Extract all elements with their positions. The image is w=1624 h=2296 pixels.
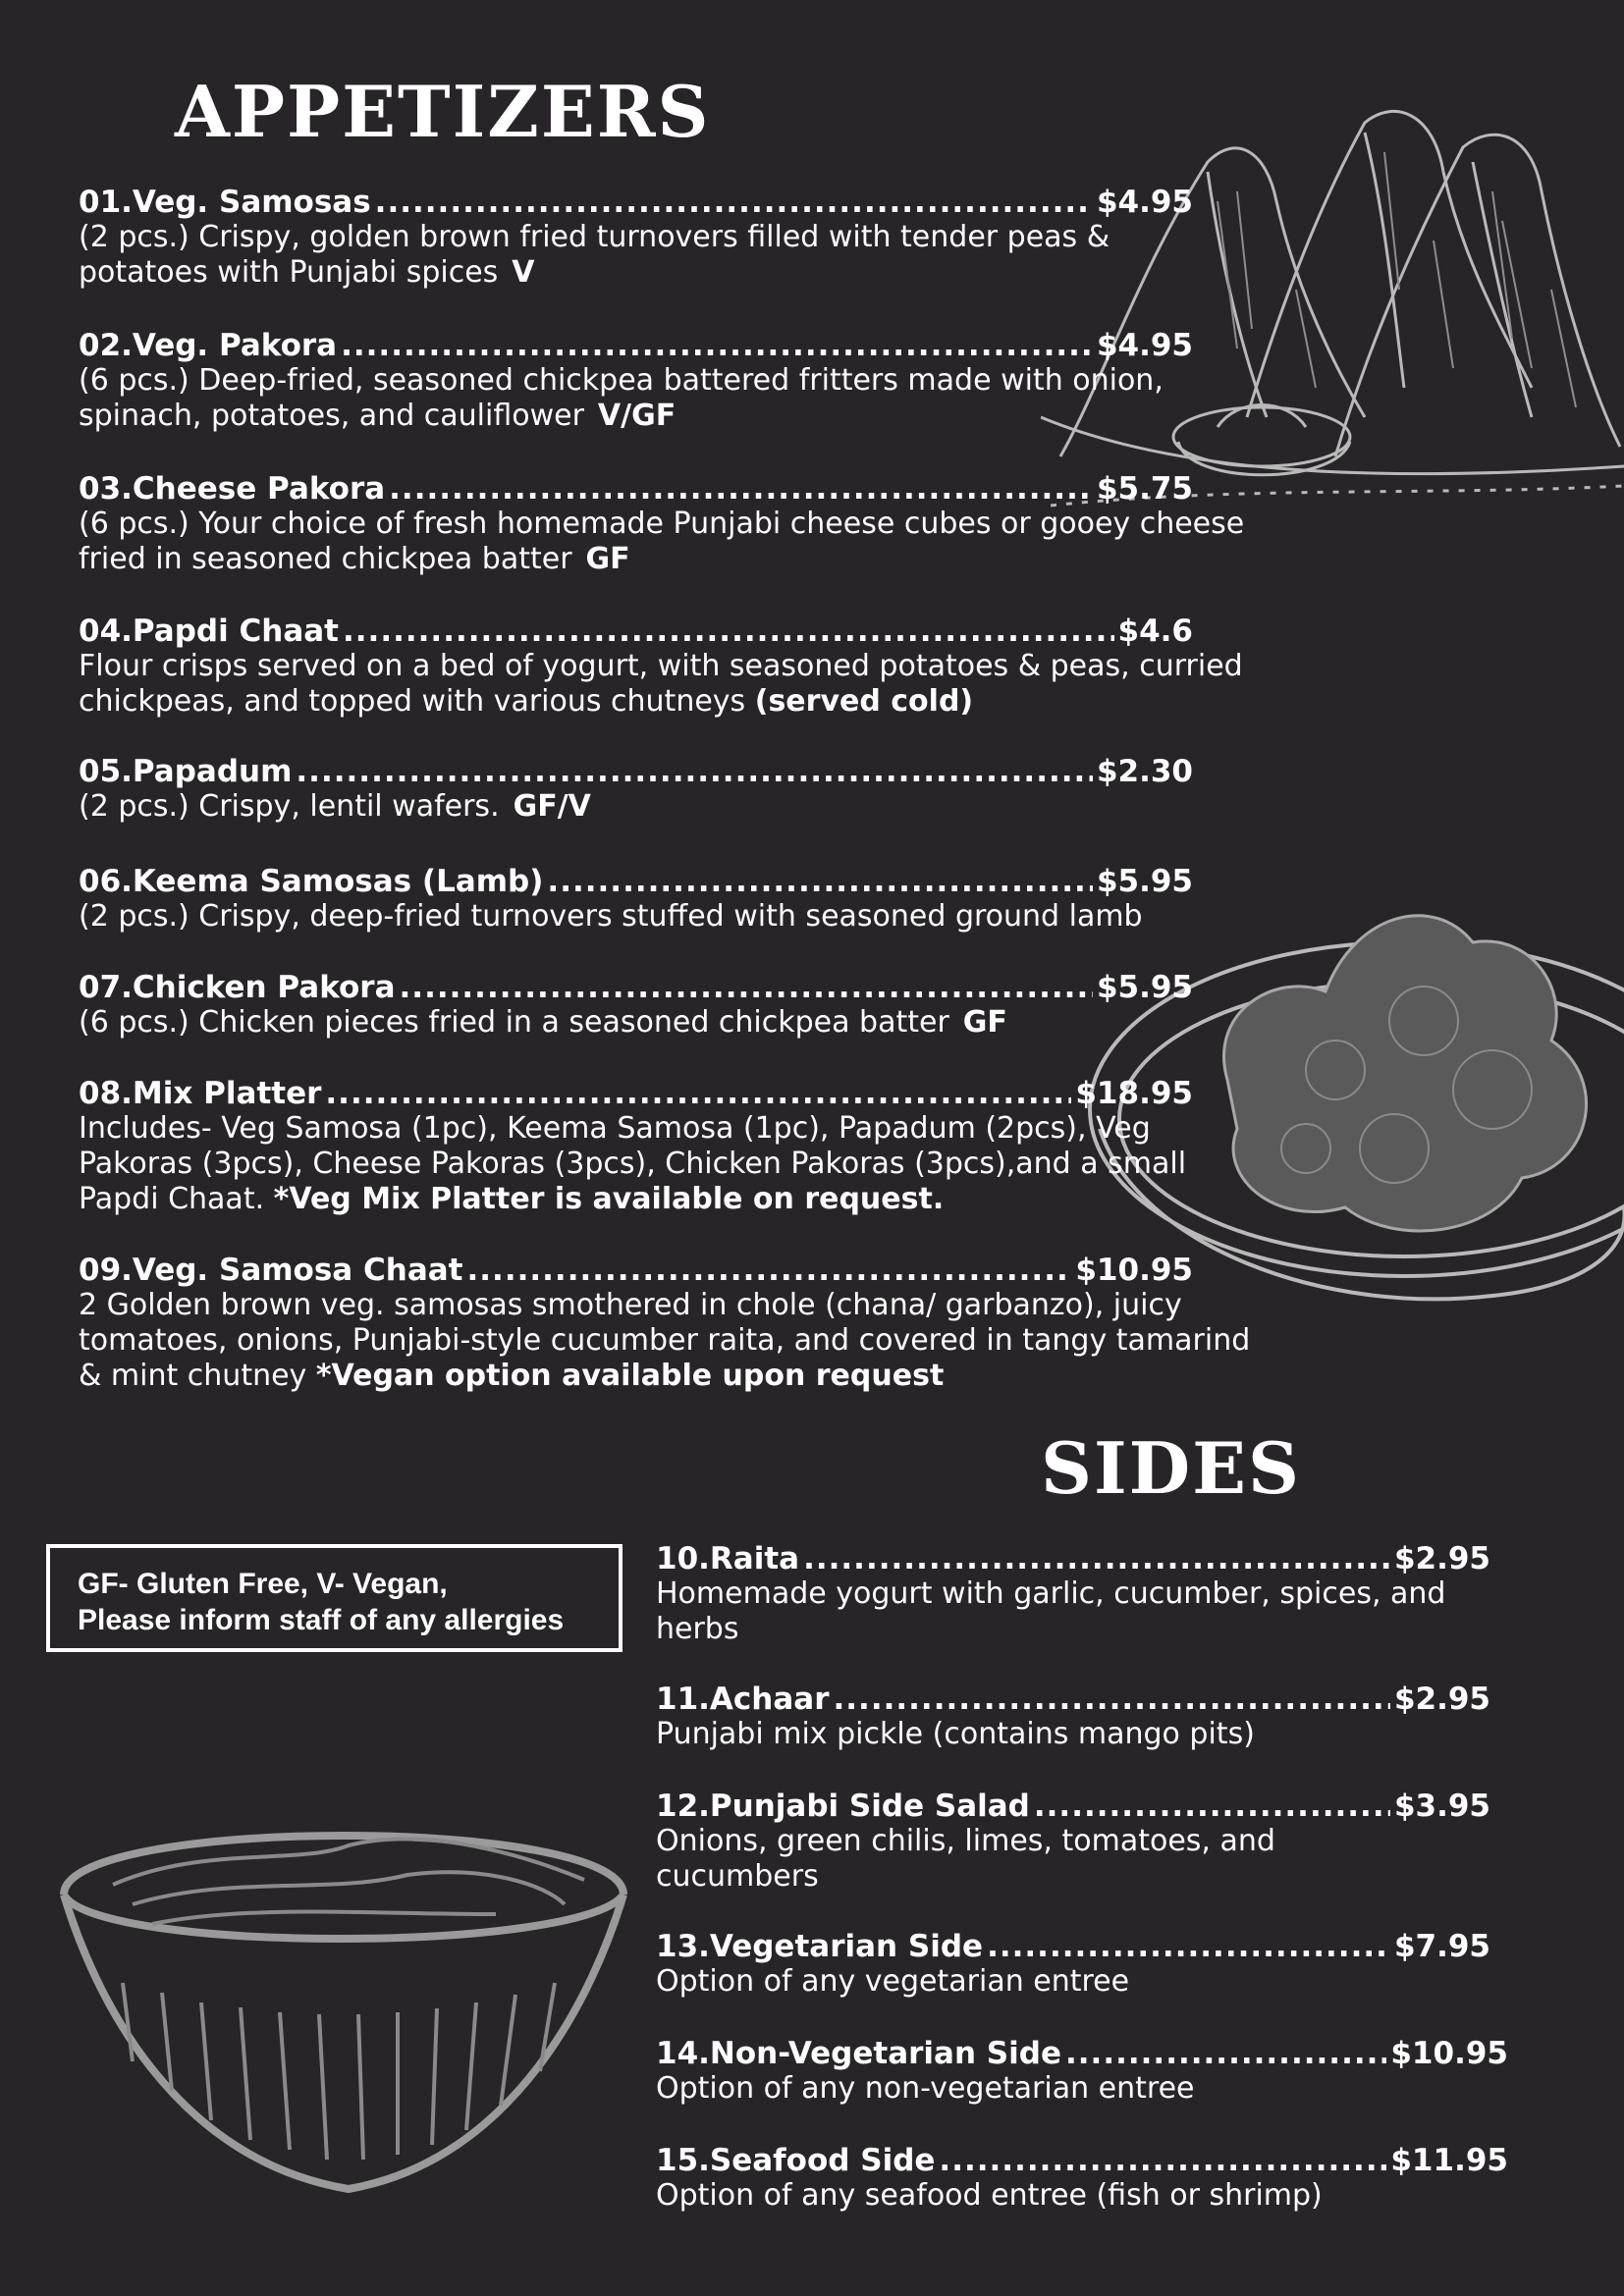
menu-item xyxy=(79,614,1243,720)
item-name: 10.Raita xyxy=(656,1541,800,1576)
item-description: (2 pcs.) Crispy, deep-fried turnovers stuffed with seasoned ground lamb xyxy=(79,899,1143,934)
item-name: 01.Veg. Samosas xyxy=(79,185,371,220)
menu-item xyxy=(79,970,1193,1041)
item-description: 2 Golden brown veg. samosas smothered in chole (chana/ garbanzo), juicy tomatoes, onions, Punjabi-style cucumber raita, and covered in tangy tamarind & mint chutney xyxy=(79,1288,1251,1393)
item-name: 02.Veg. Pakora xyxy=(79,328,338,363)
dot-leader xyxy=(375,185,1093,220)
dot-leader xyxy=(400,970,1093,1005)
side-item xyxy=(656,1682,1490,1752)
dot-leader xyxy=(296,754,1093,789)
item-price: $10.95 xyxy=(1075,1253,1193,1288)
menu-item xyxy=(79,1253,1251,1394)
item-price: $11.95 xyxy=(1390,2143,1508,2178)
item-note: *Vegan option available upon request xyxy=(315,1359,945,1393)
item-note: *Veg Mix Platter is available on request. xyxy=(273,1182,945,1216)
item-description: Option of any seafood entree (fish or shrimp) xyxy=(656,2178,1323,2213)
menu-item xyxy=(79,1076,1193,1217)
side-item xyxy=(656,2143,1508,2214)
menu-item xyxy=(79,185,1193,291)
dietary-tag: V/GF xyxy=(597,399,677,433)
side-item xyxy=(656,2036,1508,2107)
item-price: $2.30 xyxy=(1096,754,1193,789)
dot-leader xyxy=(803,1541,1390,1576)
dot-leader xyxy=(325,1076,1071,1111)
raita-bowl-illustration xyxy=(54,1767,633,2199)
dot-leader xyxy=(466,1253,1071,1288)
item-price: $4.6 xyxy=(1117,614,1193,649)
item-name: 12.Punjabi Side Salad xyxy=(656,1789,1030,1824)
samosa-illustration xyxy=(1041,93,1624,515)
item-description: (6 pcs.) Your choice of fresh homemade Punjabi cheese cubes or gooey cheese fried in seasoned chickpea batter xyxy=(79,507,1245,576)
item-name: 05.Papadum xyxy=(79,754,293,789)
legend-line: GF- Gluten Free, V- Vegan, xyxy=(78,1568,448,1600)
menu-item xyxy=(79,471,1245,577)
menu-item xyxy=(79,864,1193,934)
dot-leader xyxy=(1034,1789,1390,1824)
item-name: 14.Non-Vegetarian Side xyxy=(656,2036,1061,2071)
item-price: $2.95 xyxy=(1393,1541,1490,1576)
item-name: 09.Veg. Samosa Chaat xyxy=(79,1253,463,1288)
item-name: 13.Vegetarian Side xyxy=(656,1929,984,1964)
sides-heading: SIDES xyxy=(1041,1426,1301,1510)
dot-leader xyxy=(389,471,1093,507)
dietary-tag: GF xyxy=(962,1005,1007,1040)
item-description: Option of any non-vegetarian entree xyxy=(656,2071,1195,2106)
item-description: (2 pcs.) Crispy, golden brown fried turnovers filled with tender peas & potatoes with Punjabi spices xyxy=(79,220,1110,290)
item-price: $5.75 xyxy=(1096,471,1193,507)
appetizers-heading: APPETIZERS xyxy=(175,70,711,153)
item-name: 11.Achaar xyxy=(656,1682,830,1717)
item-price: $2.95 xyxy=(1393,1682,1490,1717)
dot-leader xyxy=(833,1682,1389,1717)
item-name: 06.Keema Samosas (Lamb) xyxy=(79,864,544,899)
item-description: Punjabi mix pickle (contains mango pits) xyxy=(656,1717,1255,1751)
dietary-legend-box xyxy=(46,1544,623,1652)
dot-leader xyxy=(939,2143,1386,2178)
dot-leader xyxy=(1065,2036,1386,2071)
item-name: 04.Papdi Chaat xyxy=(79,614,339,649)
item-price: $3.95 xyxy=(1393,1789,1490,1824)
item-price: $4.95 xyxy=(1096,328,1193,363)
item-price: $5.95 xyxy=(1096,970,1193,1005)
dietary-tag: GF xyxy=(585,542,630,576)
item-name: 15.Seafood Side xyxy=(656,2143,936,2178)
dot-leader xyxy=(341,328,1093,363)
dietary-tag: GF/V xyxy=(513,789,591,824)
allergy-notice: Please inform staff of any allergies xyxy=(78,1604,565,1636)
item-description: (2 pcs.) Crispy, lentil wafers. xyxy=(79,789,500,824)
dot-leader xyxy=(343,614,1114,649)
item-description: Includes- Veg Samosa (1pc), Keema Samosa (1pc), Papadum (2pcs), Veg Pakoras (3pcs), Cheese Pakoras (3pcs), Chicken Pakoras (3pcs),and a small Papdi Chaat. xyxy=(79,1111,1187,1216)
menu-item xyxy=(79,754,1193,825)
item-price: $10.95 xyxy=(1390,2036,1508,2071)
item-name: 03.Cheese Pakora xyxy=(79,471,386,507)
item-description: Flour crisps served on a bed of yogurt, with seasoned potatoes & peas, curried chickpeas, and topped with various chutneys xyxy=(79,649,1243,719)
item-description: (6 pcs.) Deep-fried, seasoned chickpea battered fritters made with onion, spinach, potatoes, and cauliflower xyxy=(79,363,1164,433)
dot-leader xyxy=(547,864,1093,899)
side-item xyxy=(656,1541,1490,1647)
item-price: $7.95 xyxy=(1393,1929,1490,1964)
item-note: (served cold) xyxy=(754,684,974,719)
item-description: Onions, green chilis, limes, tomatoes, and cucumbers xyxy=(656,1824,1275,1894)
item-description: Option of any vegetarian entree xyxy=(656,1964,1130,1999)
item-price: $5.95 xyxy=(1096,864,1193,899)
item-price: $18.95 xyxy=(1075,1076,1193,1111)
item-description: (6 pcs.) Chicken pieces fried in a seasoned chickpea batter xyxy=(79,1005,949,1040)
side-item xyxy=(656,1789,1490,1895)
dietary-tag: V xyxy=(512,255,535,290)
item-price: $4.95 xyxy=(1096,185,1193,220)
item-name: 08.Mix Platter xyxy=(79,1076,322,1111)
item-description: Homemade yogurt with garlic, cucumber, spices, and herbs xyxy=(656,1576,1446,1646)
side-item xyxy=(656,1929,1490,2000)
dot-leader xyxy=(987,1929,1390,1964)
item-name: 07.Chicken Pakora xyxy=(79,970,396,1005)
menu-item xyxy=(79,328,1193,434)
